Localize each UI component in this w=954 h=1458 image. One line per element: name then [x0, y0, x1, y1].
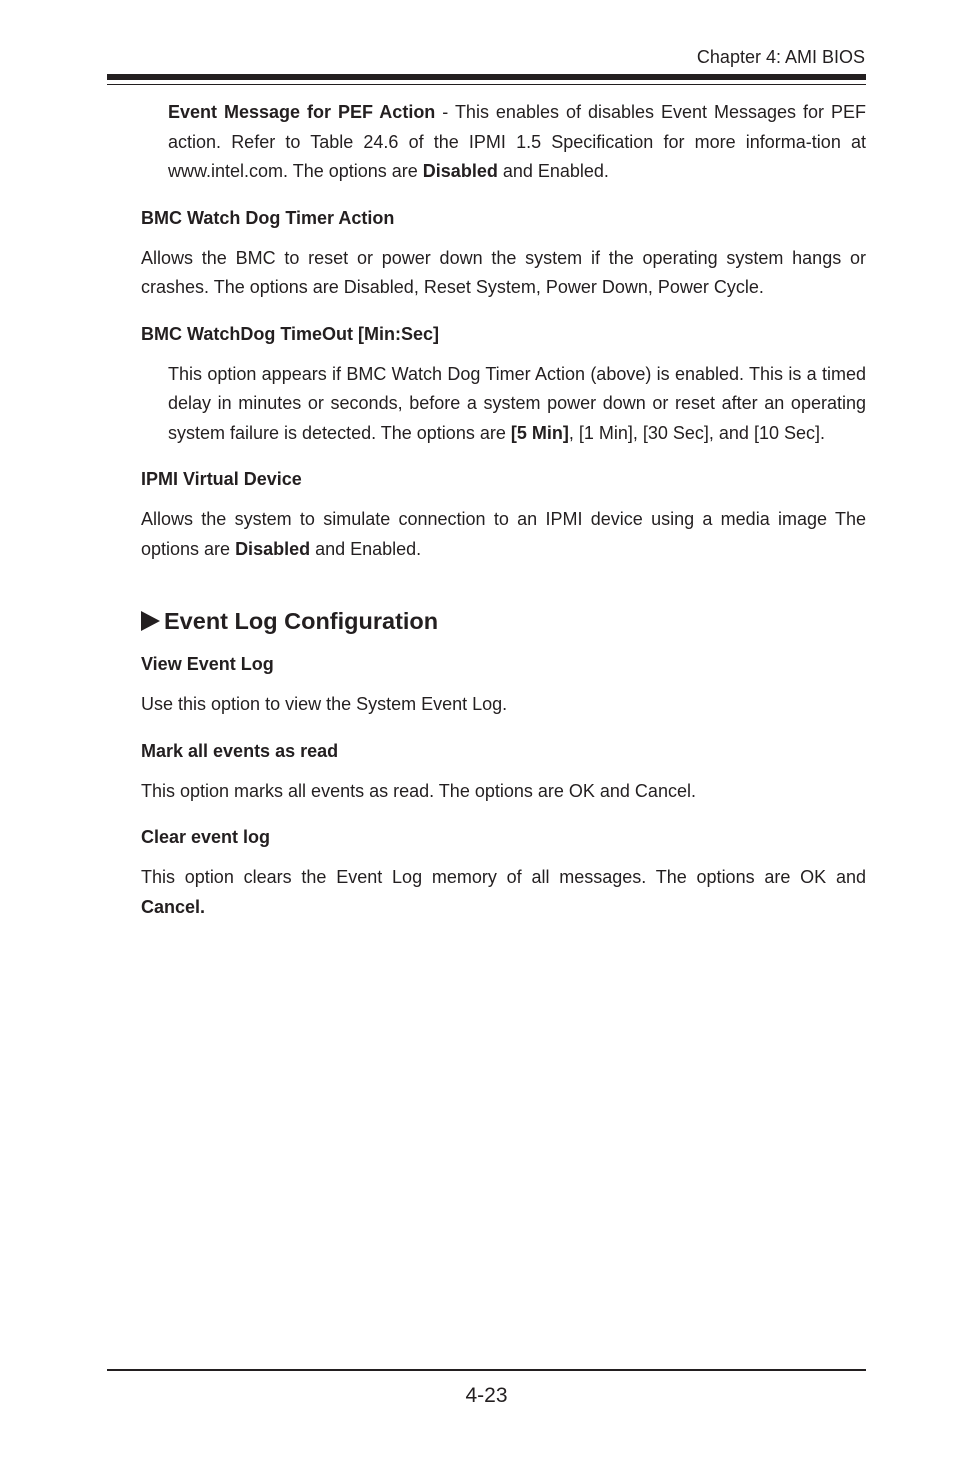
- footer-rule: [107, 1369, 866, 1371]
- chapter-title: Chapter 4: AMI BIOS: [696, 47, 865, 67]
- ipmi-virtual-device-default-option: Disabled: [235, 538, 311, 559]
- ipmi-virtual-device-heading: IPMI Virtual Device: [141, 469, 302, 489]
- triangle-right-icon: [141, 611, 160, 631]
- mark-all-events-heading: Mark all events as read: [141, 740, 339, 761]
- pef-default-option: Disabled: [422, 161, 498, 181]
- mark-all-events-text: This option marks all events as read. The options are OK and Cancel.: [141, 780, 696, 801]
- clear-event-log-text-1: This option clears the Event Log memory of all messages. The options are OK and: [141, 867, 866, 887]
- header-rule-thick: [107, 74, 866, 80]
- bmc-watchdog-timeout-text-2: , [1 Min], [30 Sec], and [10 Sec].: [568, 422, 825, 443]
- page-number: 4-23: [465, 1384, 508, 1407]
- bmc-watchdog-timeout-heading: BMC WatchDog TimeOut [Min:Sec]: [141, 323, 439, 344]
- bmc-watchdog-action-heading: BMC Watch Dog Timer Action: [141, 207, 395, 228]
- ipmi-virtual-device-text-2: and Enabled.: [310, 538, 422, 559]
- pef-text-2: and Enabled.: [497, 161, 609, 181]
- pef-text-1: - This enables of disables Event Messages for PEF action. Refer to Table 24.6 of the IPMI 1.5 Specification for more informa-tion at www.intel.com. The options are: [168, 102, 866, 181]
- bmc-watchdog-timeout-paragraph: [168, 360, 866, 449]
- ipmi-virtual-device-paragraph: [141, 505, 866, 564]
- view-event-log-heading: View Event Log: [141, 654, 274, 674]
- bmc-watchdog-timeout-text-1: This option appears if BMC Watch Dog Timer Action (above) is enabled. This is a timed delay in minutes or seconds, before a system power down or reset after an operating system failure is detected. The options are: [168, 363, 866, 443]
- clear-event-log-default-option: Cancel.: [141, 896, 206, 917]
- page-content: [141, 98, 866, 922]
- clear-event-log-paragraph: [141, 863, 866, 922]
- header-rule-thin: [107, 84, 866, 85]
- event-log-configuration-title: Event Log Configuration: [164, 608, 439, 634]
- pef-paragraph: [168, 98, 866, 187]
- ipmi-virtual-device-text-1: Allows the system to simulate connection to an IPMI device using a media image The options are: [141, 509, 866, 559]
- clear-event-log-heading: Clear event log: [141, 827, 271, 847]
- pef-term: Event Message for PEF Action: [168, 102, 436, 122]
- view-event-log-text: Use this option to view the System Event Log.: [141, 694, 508, 714]
- bmc-watchdog-action-text: Allows the BMC to reset or power down the system if the operating system hangs or crashes. The options are Disabled, Reset System, Power Down, Power Cycle.: [141, 247, 866, 297]
- event-log-configuration-heading: [141, 606, 866, 636]
- bmc-watchdog-timeout-default-option: [5 Min]: [510, 422, 569, 443]
